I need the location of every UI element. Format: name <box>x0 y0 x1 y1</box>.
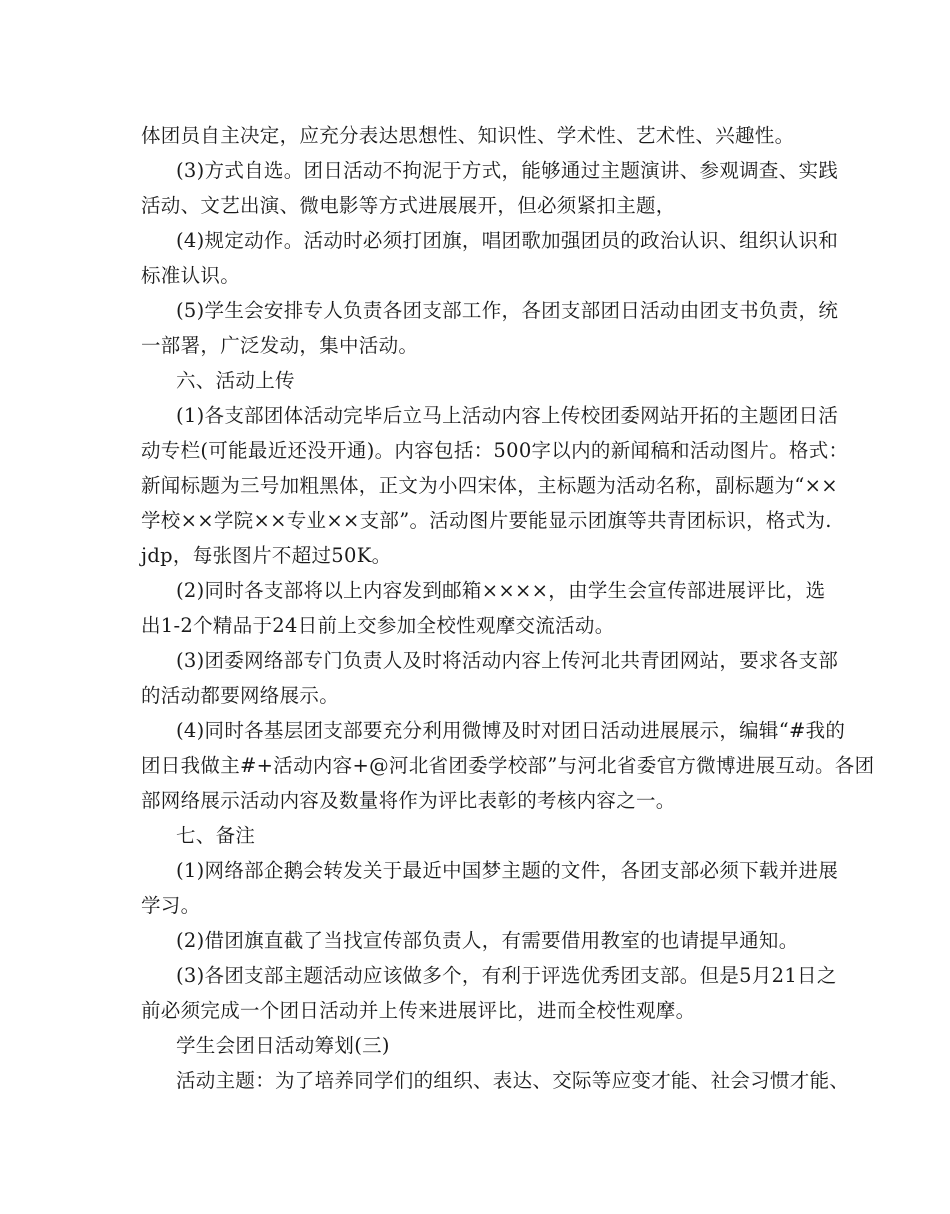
text-line: 的活动都要网络展示。 <box>141 684 340 707</box>
section-heading: 七、备注 <box>176 824 256 847</box>
text-line: 新闻标题为三号加粗黑体，正文为小四宋体，主标题为活动名称，副标题为“×× <box>141 474 838 497</box>
text-line: 团日我做主#+活动内容+@河北省团委学校部”与河北省委官方微博进展互动。各团 <box>141 754 875 777</box>
section-heading: 六、活动上传 <box>176 369 295 392</box>
text-line: (2)借团旗直截了当找宣传部负责人，有需要借用教室的也请提早通知。 <box>176 929 799 952</box>
text-line: 部网络展示活动内容及数量将作为评比表彰的考核内容之一。 <box>141 789 676 812</box>
text-line: (3)方式自选。团日活动不拘泥于方式，能够通过主题演讲、参观调查、实践 <box>176 159 839 182</box>
text-line: 体团员自主决定，应充分表达思想性、知识性、学术性、艺术性、兴趣性。 <box>141 124 795 147</box>
text-line: 前必须完成一个团日活动并上传来进展评比，进而全校性观摩。 <box>141 999 696 1022</box>
text-line: (1)各支部团体活动完毕后立马上活动内容上传校团委网站开拓的主题团日活 <box>176 404 839 427</box>
text-line: (4)规定动作。活动时必须打团旗，唱团歌加强团员的政治认识、组织认识和 <box>176 229 839 252</box>
text-line: 动专栏(可能最近还没开通)。内容包括：500字以内的新闻稿和活动图片。格式： <box>141 439 849 462</box>
text-line: (5)学生会安排专人负责各团支部工作，各团支部团日活动由团支书负责，统 <box>176 299 839 322</box>
text-line: 一部署，广泛发动，集中活动。 <box>141 334 419 357</box>
text-line: (2)同时各支部将以上内容发到邮箱××××，由学生会宣传部进展评比，选 <box>176 579 826 602</box>
text-line: 标准认识。 <box>141 264 241 287</box>
text-line: (3)各团支部主题活动应该做多个，有利于评选优秀团支部。但是5月21日之 <box>176 964 837 987</box>
text-line: 学习。 <box>141 894 201 917</box>
text-line: 活动主题：为了培养同学们的组织、表达、交际等应变才能、社会习惯才能、 <box>176 1069 850 1092</box>
text-line: jdp，每张图片不超过50K。 <box>141 544 392 567</box>
text-line: 出1-2个精品于24日前上交参加全校性观摩交流活动。 <box>141 614 615 637</box>
text-line: (3)团委网络部专门负责人及时将活动内容上传河北共青团网站，要求各支部 <box>176 649 839 672</box>
section-title: 学生会团日活动筹划(三) <box>176 1034 390 1057</box>
text-line: 学校××学院××专业××支部”。活动图片要能显示团旗等共青团标识，格式为. <box>141 509 832 532</box>
text-line: 活动、文艺出演、微电影等方式进展展开，但必须紧扣主题， <box>141 194 676 217</box>
text-line: (4)同时各基层团支部要充分利用微博及时对团日活动进展展示，编辑“#我的 <box>176 719 846 742</box>
text-line: (1)网络部企鹅会转发关于最近中国梦主题的文件，各团支部必须下载并进展 <box>176 859 839 882</box>
